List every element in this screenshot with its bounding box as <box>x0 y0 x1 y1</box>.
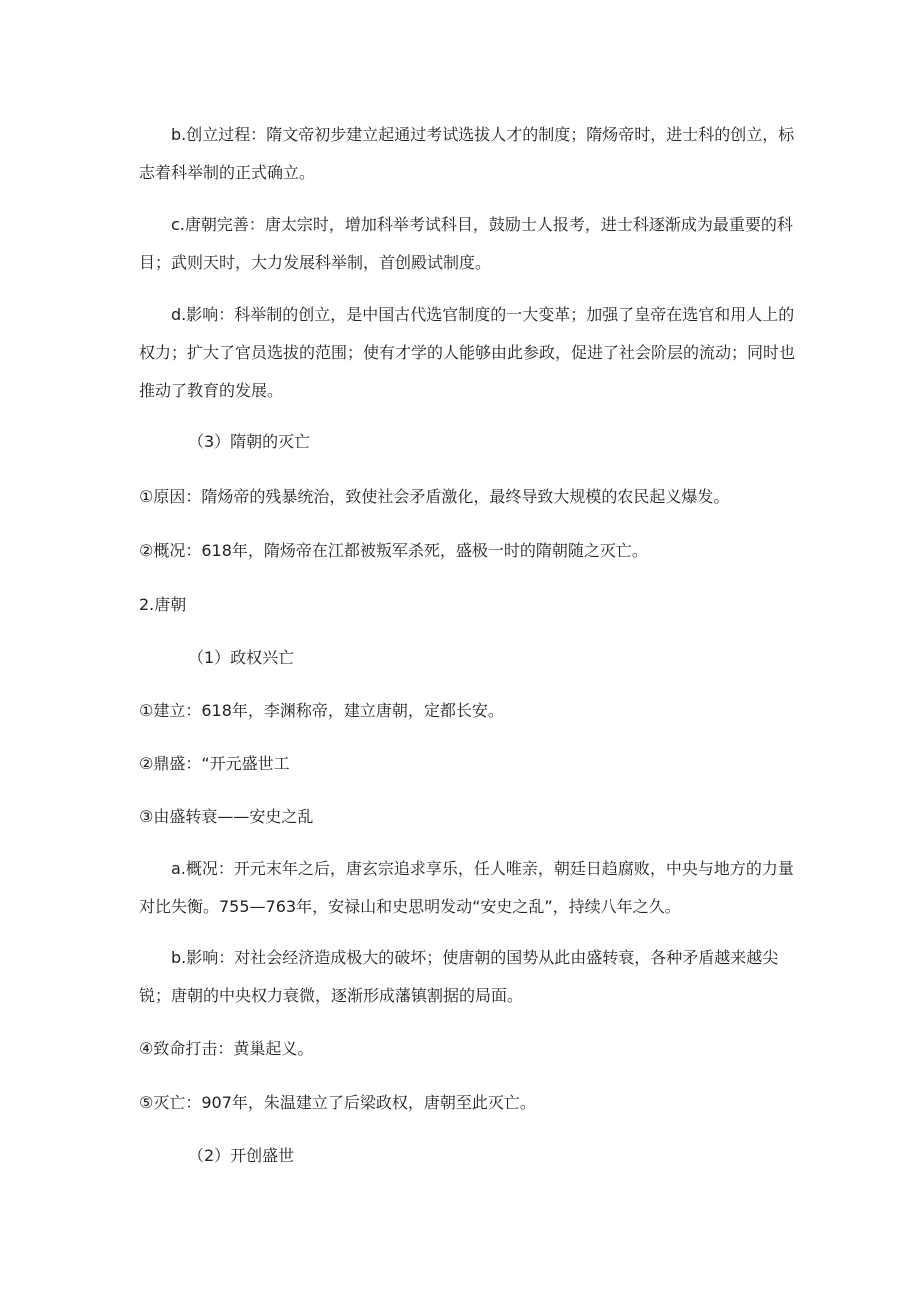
paragraph-fatal-blow: ④致命打击：黄巢起义。 <box>139 1039 314 1058</box>
paragraph-b-creation: b.创立过程：隋文帝初步建立起通过考试选拔人才的制度；隋炀帝时，进士科的创立，标志着科举制的正式确立。 <box>139 125 795 182</box>
section-heading-sui-fall: （3）隋朝的灭亡 <box>188 432 311 451</box>
paragraph-sui-fall-overview: ②概况：618年，隋炀帝在江都被叛军杀死，盛极一时的隋朝随之灭亡。 <box>139 541 648 560</box>
paragraph-b-influence: b.影响：对社会经济造成极大的破坏；使唐朝的国势从此由盛转衰，各种矛盾越来越尖锐；唐朝的中央权力衰微，逐渐形成藩镇割据的局面。 <box>139 948 779 1005</box>
section-heading-prosperity: （2）开创盛世 <box>188 1146 295 1165</box>
paragraph-d-influence: d.影响：科举制的创立，是中国古代选官制度的一大变革；加强了皇帝在选官和用人上的权力；扩大了官员选拔的范围；使有才学的人能够由此参政，促进了社会阶层的流动；同时也推动了教育的发展。 <box>139 305 796 400</box>
paragraph-tang-decline: ③由盛转衰——安史之乱 <box>139 807 314 826</box>
paragraph-tang-founding: ①建立：618年，李渊称帝，建立唐朝，定都长安。 <box>139 701 504 720</box>
paragraph-c-tang-improve: c.唐朝完善：唐太宗时，增加科举考试科目，鼓励士人报考，进士科逐渐成为最重要的科目；武则天时，大力发展科举制，首创殿试制度。 <box>139 215 793 272</box>
section-heading-tang-regime: （1）政权兴亡 <box>188 648 295 667</box>
paragraph-tang-fall: ⑤灭亡：907年，朱温建立了后梁政权，唐朝至此灭亡。 <box>139 1093 536 1112</box>
paragraph-sui-fall-cause: ①原因：隋炀帝的残暴统治，致使社会矛盾激化，最终导致大规模的农民起义爆发。 <box>139 487 730 506</box>
paragraph-tang-peak: ②鼎盛：“开元盛世工 <box>139 754 290 773</box>
section-heading-tang: 2.唐朝 <box>139 595 187 614</box>
paragraph-a-overview: a.概况：开元末年之后，唐玄宗追求享乐，任人唯亲，朝廷日趋腐败，中央与地方的力量对比失衡。755—763年，安禄山和史思明发动“安史之乱”，持续八年之久。 <box>139 859 794 916</box>
